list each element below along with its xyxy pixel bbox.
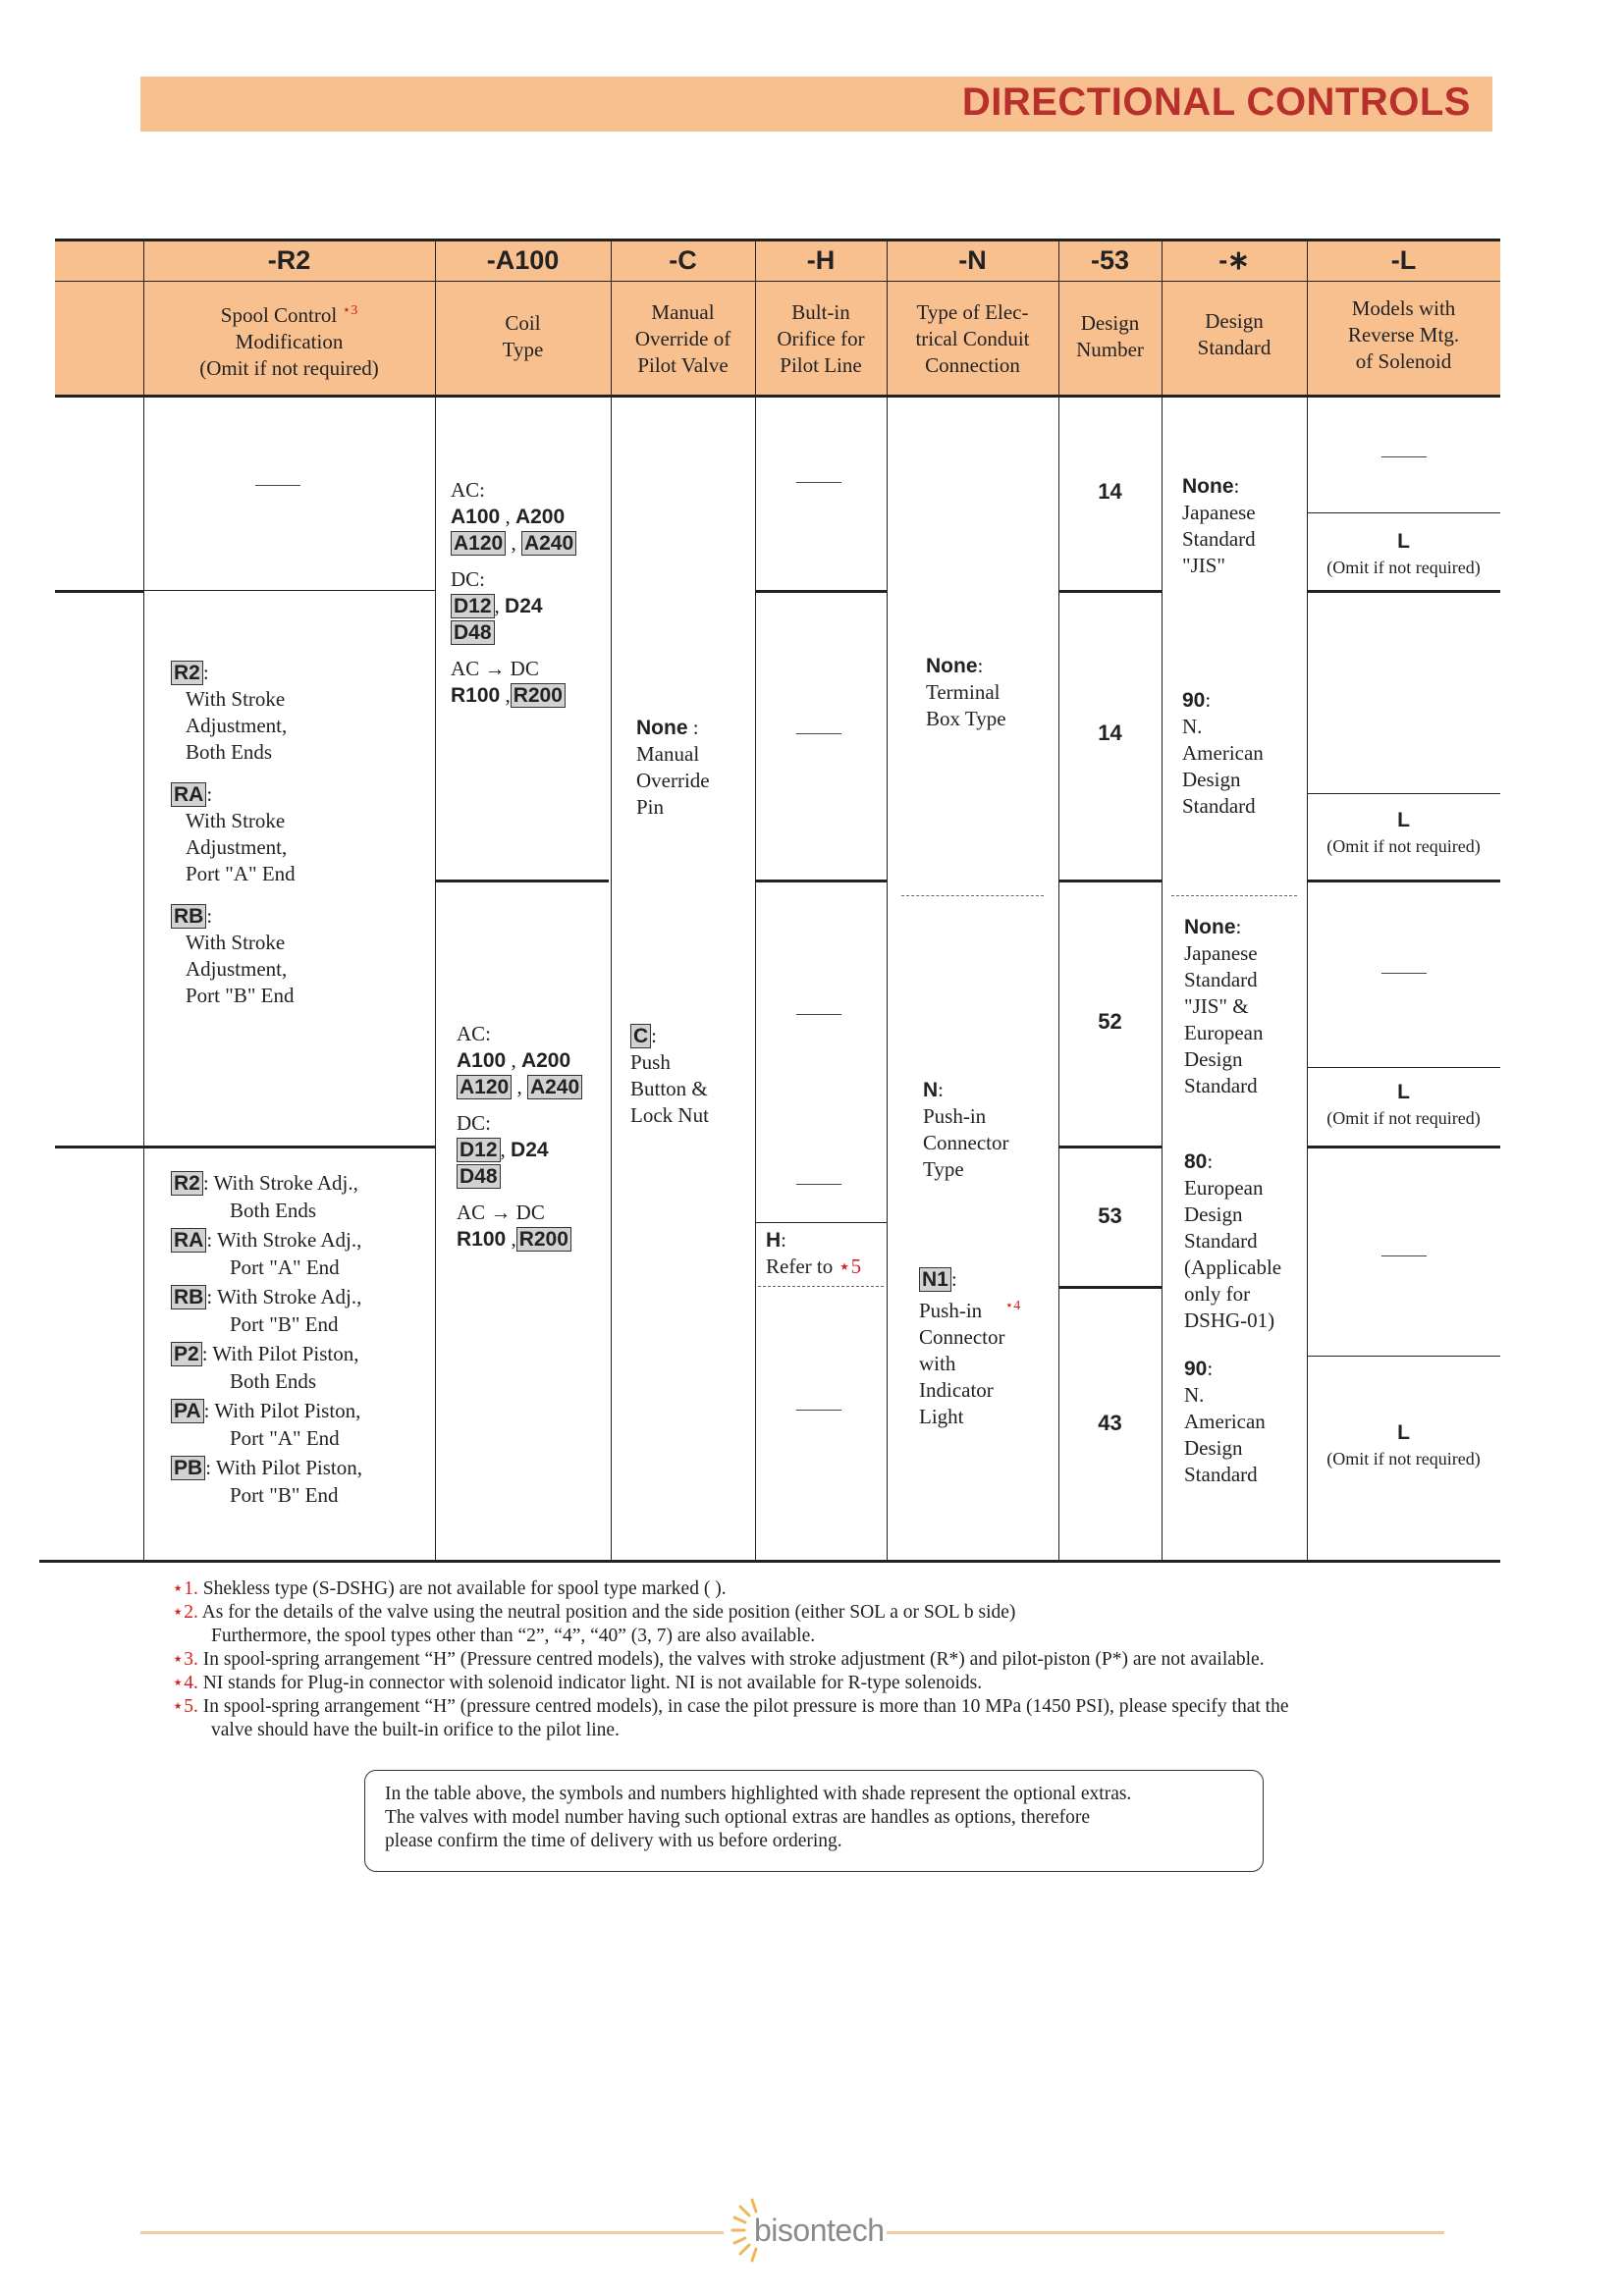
footnotes [172, 1577, 1488, 1742]
row-line-l [1307, 1146, 1500, 1148]
design-number-5: 43 [1098, 1411, 1122, 1435]
spool-option-ra-b: RA : With Stroke Adj., [171, 1227, 431, 1255]
col-code-h: -H [806, 245, 836, 275]
spool-option-r2-b: R2 : With Stroke Adj., [171, 1170, 431, 1198]
reverse-l-2: L (Omit if not required) [1326, 809, 1481, 856]
row-line-j [55, 1146, 435, 1148]
footnote-5: ⋆5. In spool-spring arrangement “H” (pressure centred models), in case the pilot pressure is more than 10 MPa (1450 PSI), please specify that the [172, 1696, 1289, 1717]
spool-group-2: R2 : With Stroke Adj., Both Ends RA : With Stroke Adj., Port "A" End RB : With Stroke Adj., Port "B" End P2 : With Pilot Piston, Both Ends PA : With Pilot Piston, Port "A" End PB : With Pilot Piston, Port "B" End [171, 1170, 431, 1509]
spool-option-ra: RA : [171, 781, 426, 808]
row-line-g [1058, 880, 1162, 882]
row-line-m [1058, 1286, 1162, 1289]
standard-none-jis: None: Japanese Standard "JIS" [1182, 474, 1256, 577]
col-desc-coil: Coil Type [502, 311, 544, 361]
footer-line-left [140, 2231, 724, 2234]
footer-line-right [887, 2231, 1444, 2234]
orifice-h: H: Refer to ⋆5 [766, 1228, 862, 1278]
col-line-6 [1058, 240, 1059, 1560]
col-line-5 [887, 240, 888, 1560]
footnote-3: ⋆3. In spool-spring arrangement “H” (Pressure centred models), the valves with stroke adjustment (R*) and pilot-piston (P*) are not available. [172, 1649, 1265, 1670]
conduit-none: None: Terminal Box Type [926, 654, 1006, 730]
row-line-n [755, 1222, 887, 1223]
empty-dash-reverse-1 [1381, 456, 1427, 457]
spool-option-r2: R2 : [171, 660, 426, 686]
conduit-n1: N1 : Push-in $^{⋆4}$ Connector with Indicator Light [919, 1267, 1021, 1428]
row-line-q [1307, 1067, 1500, 1068]
optional-extras-note: In the table above, the symbols and numbers highlighted with shade represent the optional extras. The valves with model number having such optional extras are handles as options, therefore please confirm the time of delivery with us before ordering. [364, 1770, 1264, 1872]
row-line-o [1307, 512, 1500, 513]
row-line-e [755, 880, 887, 882]
spool-option-pb: PB : With Pilot Piston, [171, 1455, 431, 1482]
design-number-3: 52 [1098, 1009, 1122, 1034]
empty-dash-reverse-3 [1381, 1255, 1427, 1256]
row-line-f [1058, 590, 1162, 593]
footnote-1: ⋆1. Shekless type (S-DSHG) are not available for spool type marked ( ). [172, 1578, 727, 1599]
spool-group-1: R2 : With Stroke Adjustment, Both Ends RA : With Stroke Adjustment, Port "A" End RB : With Stroke Adjustment, Port "B" End [171, 660, 426, 1009]
col-code-n: -N [958, 245, 987, 275]
standard-90-a: 90: N. American Design Standard [1182, 688, 1264, 818]
spool-option-rb: RB : [171, 903, 426, 930]
col-code-53: -53 [1090, 245, 1130, 275]
empty-dash-spool [255, 485, 300, 486]
page-title: DIRECTIONAL CONTROLS [961, 80, 1471, 124]
dashed-line-orifice [758, 1286, 884, 1287]
footnote-2: ⋆2. As for the details of the valve using the neutral position and the side position (either SOL a or SOL b side) [172, 1602, 1016, 1623]
manual-none: None : Manual Override Pin [636, 716, 710, 819]
dashed-line-conduit [901, 895, 1044, 896]
empty-dash-reverse-2 [1381, 973, 1427, 974]
design-number-4: 53 [1098, 1203, 1122, 1228]
col-desc-design-standard: Design Standard [1197, 309, 1271, 359]
row-line-k [1058, 1146, 1162, 1148]
col-line-3 [611, 240, 612, 1560]
manual-c: C : Push Button & Lock Nut [630, 1024, 709, 1127]
row-line-d [755, 590, 887, 593]
spool-option-pa: PA : With Pilot Piston, [171, 1398, 431, 1425]
col-code-r2: -R2 [267, 245, 311, 275]
row-line-h [1307, 590, 1500, 593]
footnote-5-cont: valve should have the built-in orifice to the pilot line. [211, 1720, 620, 1740]
footnote-2-cont: Furthermore, the spool types other than “2”, “4”, “40” (3, 7) are also available. [211, 1626, 816, 1646]
standard-80: 80: European Design Standard (Applicable only for DSHG-01) [1184, 1149, 1282, 1332]
row-line-b [143, 590, 435, 591]
col-desc-design-number: Design Number [1076, 311, 1144, 361]
spool-option-p2: P2 : With Pilot Piston, [171, 1341, 431, 1368]
standard-90-b: 90: N. American Design Standard [1184, 1357, 1266, 1486]
empty-dash-orifice-5 [796, 1410, 841, 1411]
table-top-border [55, 239, 1500, 241]
standard-none-jis-eu: None: Japanese Standard "JIS" & European Design Standard [1184, 915, 1264, 1097]
col-line-8 [1307, 240, 1308, 1560]
reverse-l-4: L (Omit if not required) [1326, 1421, 1481, 1468]
col-line-1 [143, 240, 144, 1560]
empty-dash-orifice-2 [796, 733, 841, 734]
coil-block-2: AC: A100 , A200 A120 , A240 DC: D12 , D24 D48 AC → DC R100 , R200 [457, 1021, 614, 1253]
col-code-c: -C [669, 245, 697, 275]
dashed-line-standard [1171, 895, 1297, 896]
conduit-n: N: Push-in Connector Type [923, 1078, 1009, 1181]
footer-logo-text: bisontech [754, 2213, 885, 2248]
row-line-p [1307, 793, 1500, 794]
col-line-4 [755, 240, 756, 1560]
col-line-7 [1162, 240, 1163, 1560]
col-desc-orifice: Bult-in Orifice for Pilot Line [777, 300, 865, 377]
col-line-2 [435, 240, 436, 1560]
table-bottom-border [39, 1560, 1500, 1563]
reverse-l-1: L (Omit if not required) [1326, 530, 1481, 577]
header-bottom-border [55, 395, 1500, 398]
footer-logo [725, 2195, 892, 2266]
col-desc-reverse: Models with Reverse Mtg. of Solenoid [1347, 296, 1460, 373]
empty-dash-orifice-3 [796, 1014, 841, 1015]
col-desc-manual: Manual Override of Pilot Valve [634, 300, 731, 377]
row-line-r [1307, 1356, 1500, 1357]
header-divider [55, 281, 1500, 282]
col-code-l: -L [1390, 245, 1417, 275]
col-code-a100: -A100 [486, 245, 560, 275]
col-desc-conduit: Type of Elec- trical Conduit Connection [915, 300, 1030, 377]
col-desc-spool: Spool Control $^{⋆3}$ Modification (Omit if not required) [199, 303, 379, 380]
col-code-star: -∗ [1218, 245, 1250, 275]
design-number-1: 14 [1098, 479, 1122, 504]
design-number-2: 14 [1098, 721, 1122, 745]
row-line-c [435, 880, 609, 882]
empty-dash-orifice-4 [796, 1184, 841, 1185]
footnote-4: ⋆4. NI stands for Plug-in connector with solenoid indicator light. NI is not available for R-type solenoids. [172, 1673, 983, 1693]
row-line-a [55, 590, 143, 593]
row-line-i [1307, 880, 1500, 882]
coil-block-1: AC: A100 , A200 A120 , A240 DC: D12 , D24 D48 AC → DC R100 , R200 [451, 477, 608, 709]
spool-option-rb-b: RB : With Stroke Adj., [171, 1284, 431, 1311]
page-banner [140, 77, 1492, 132]
empty-dash-orifice-1 [796, 482, 841, 483]
reverse-l-3: L (Omit if not required) [1326, 1081, 1481, 1128]
